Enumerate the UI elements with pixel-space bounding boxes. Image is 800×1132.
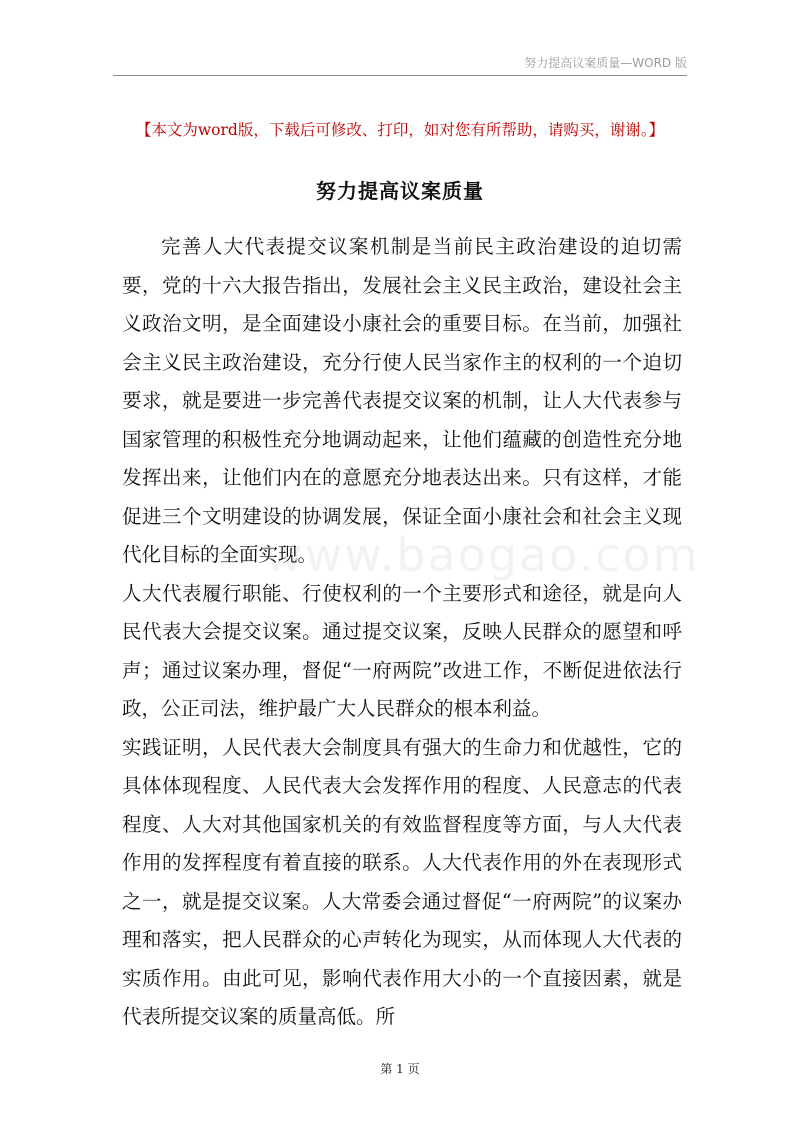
paragraph-1: 完善人大代表提交议案机制是当前民主政治建设的迫切需要，党的十六大报告指出，发展社会主义民主政治，建设社会主义政治文明，是全面建设小康社会的重要目标。在当前，加强社会主义民主政治建设，充分行使人民当家作主的权利的一个迫切要求，就是要进一步完善代表提交议案的机制，让人大代表参与国家管理的积极性充分地调动起来，让他们蕴藏的创造性充分地发挥出来，让他们内在的意愿充分地表达出来。只有这样，才能促进三个文明建设的协调发展，保证全面小康社会和社会主义现代化目标的全面实现。 (122, 235, 682, 566)
watermark: www.baogao.com (265, 528, 700, 582)
header-divider (113, 75, 687, 76)
page-header: 努力提高议案质量—WORD 版 (524, 56, 687, 70)
paragraph-2: 人大代表履行职能、行使权利的一个主要形式和途径，就是向人民代表大会提交议案。通过提交议案，反映人民群众的愿望和呼声；通过议案办理，督促“一府两院”改进工作，不断促进依法行政，公正司法，维护最广大人民群众的根本利益。 (122, 581, 682, 720)
paragraph-3: 实践证明，人民代表大会制度具有强大的生命力和优越性，它的具体体现程度、人民代表大会发挥作用的程度、人民意志的代表程度、人大对其他国家机关的有效监督程度等方面，与人大代表作用的发挥程度有着直接的联系。人大代表作用的外在表现形式之一，就是提交议案。人大常委会通过督促“一府两院”的议案办理和落实，把人民群众的心声转化为现实，从而体现人大代表的实质作用。由此可见，影响代表作用大小的一个直接因素，就是代表所提交议案的质量高低。所 (122, 735, 682, 1028)
document-body (122, 228, 682, 1037)
document-title: 努力提高议案质量 (316, 179, 484, 203)
page-number: 第 1 页 (380, 1062, 420, 1076)
download-notice: 【本文为word版，下载后可修改、打印，如对您有所帮助，请购买，谢谢。】 (135, 121, 665, 139)
